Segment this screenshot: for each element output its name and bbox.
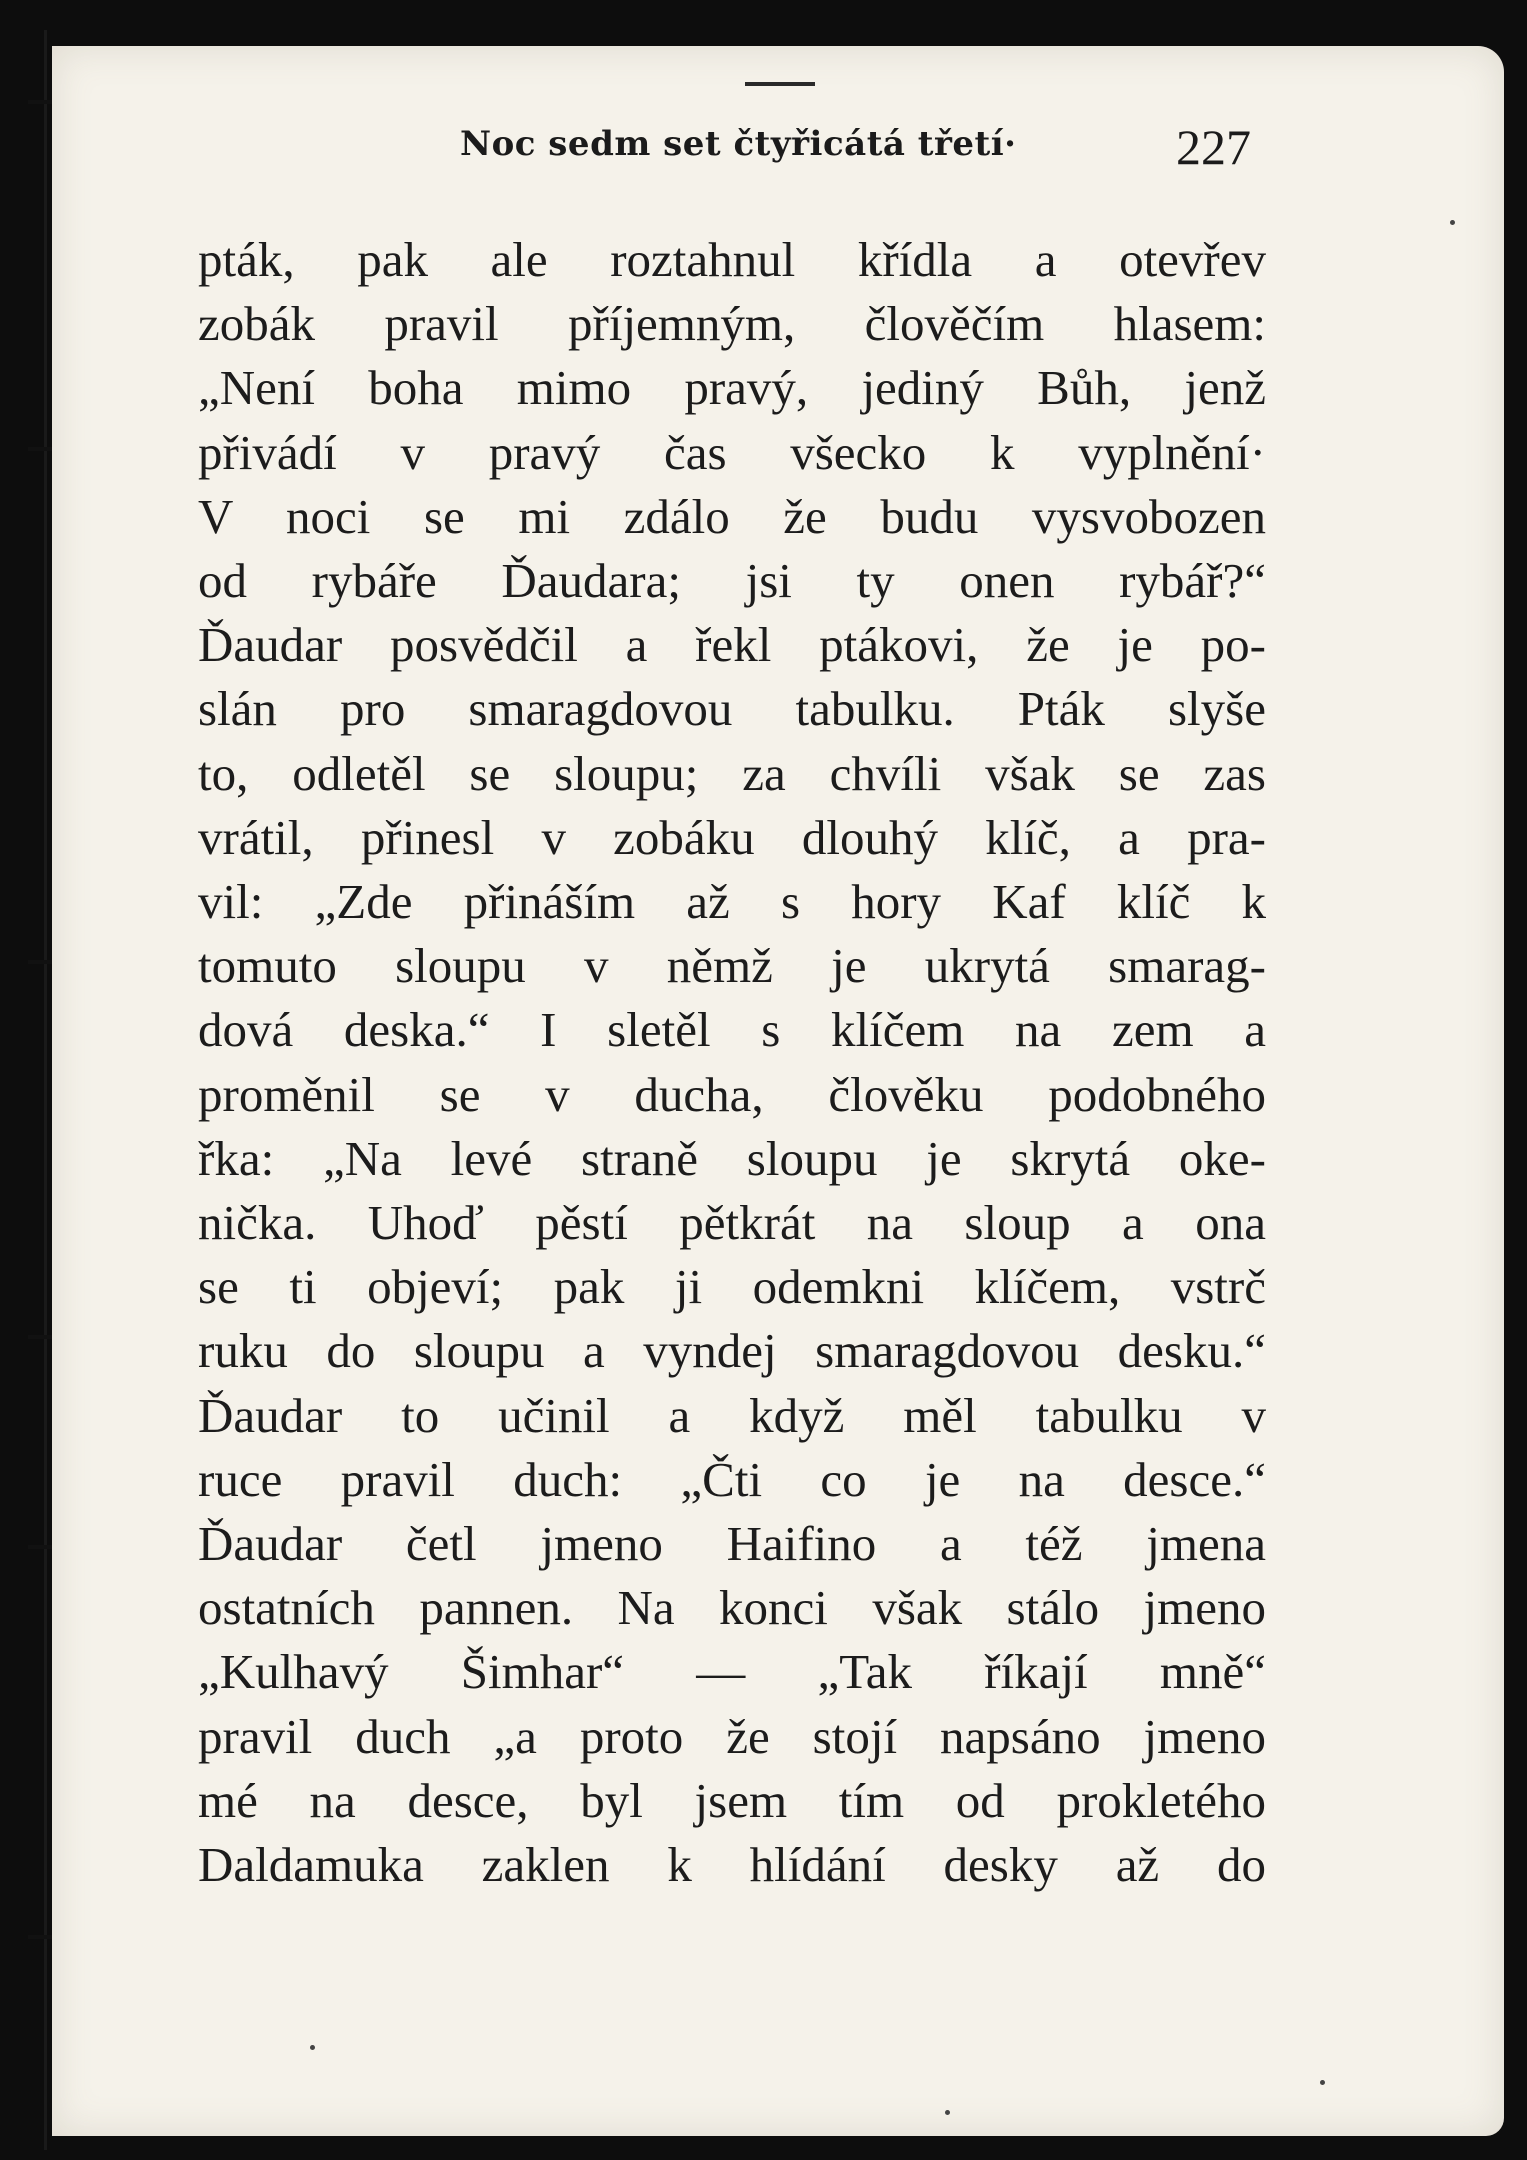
text-line: vrátil, přinesl v zobáku dlouhý klíč, a pra- [198,809,1266,865]
text-line: řka: „Na levé straně sloupu je skrytá oke- [198,1130,1266,1186]
text-line: zobák pravil příjemným, člověčím hlasem: [198,296,1266,352]
text-line: pravil duch „a proto že stojí napsáno jmeno [198,1708,1266,1764]
text-line: se ti objeví; pak ji odemkni klíčem, vstrč [198,1259,1266,1315]
text-line: vil: „Zde přináším až s hory Kaf klíč k [198,874,1266,930]
text-line: nička. Uhoď pěstí pětkrát na sloup a ona [198,1195,1266,1251]
text-line: „Kulhavý Šimhar“ — „Tak říkají mně“ [198,1644,1266,1700]
paper-speck [310,2045,315,2050]
text-line: Daldamuka zaklen k hlídání desky až do [198,1837,1266,1893]
text-line: pták, pak ale roztahnul křídla a otevřev [198,232,1266,287]
text-line: ostatních pannen. Na konci však stálo jmeno [198,1580,1266,1636]
body-text [198,228,1266,1897]
text-line: tomuto sloupu v němž je ukrytá smarag- [198,938,1266,994]
text-line: od rybáře Ďaudara; jsi ty onen rybář?“ [198,553,1266,609]
running-title: Noc sedm set čtyřicátá třetí· [460,124,1017,164]
text-line: ruce pravil duch: „Čti co je na desce.“ [198,1451,1266,1507]
text-line: dová deska.“ I sletěl s klíčem na zem a [198,1002,1266,1058]
text-line: Ďaudar četl jmeno Haifino a též jmena [198,1516,1266,1572]
text-line: Ďaudar posvědčil a řekl ptákovi, že je po- [198,617,1266,673]
text-line: ruku do sloupu a vyndej smaragdovou desku.“ [198,1323,1266,1379]
paper-speck [1320,2080,1325,2085]
text-line: „Není boha mimo pravý, jediný Bůh, jenž [198,360,1266,416]
text-line: slán pro smaragdovou tabulku. Pták slyše [198,681,1266,737]
paper-speck [1450,220,1455,225]
text-line: mé na desce, byl jsem tím od prokletého [198,1772,1266,1828]
text-line: proměnil se v ducha, člověku podobného [198,1066,1266,1122]
text-line: přivádí v pravý čas všecko k vyplnění· [198,424,1266,480]
page-number: 227 [1176,119,1251,175]
text-line: to, odletěl se sloupu; za chvíli však se zas [198,745,1266,801]
text-line: V noci se mi zdálo že budu vysvobozen [198,488,1266,544]
top-rule [745,82,815,86]
binding-edge [44,30,47,2150]
paper-speck [945,2110,950,2115]
text-line: Ďaudar to učinil a když měl tabulku v [198,1387,1266,1443]
